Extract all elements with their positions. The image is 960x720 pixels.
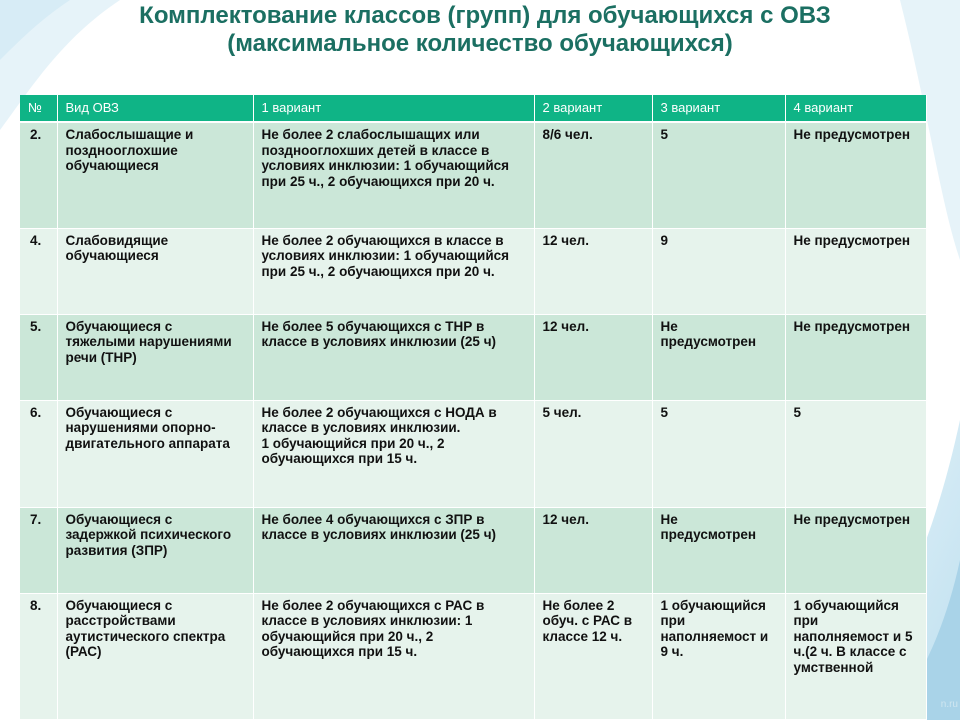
row-number: 7. <box>20 507 57 593</box>
variant-1-cell: Не более 4 обучающихся с ЗПР в классе в условиях инклюзии (25 ч) <box>253 507 534 593</box>
variant-2-cell: 12 чел. <box>534 228 652 314</box>
table-header-row <box>20 95 926 122</box>
variant-2-cell: Не более 2 обуч. с РАС в классе 12 ч. <box>534 593 652 719</box>
variant-2-cell: 12 чел. <box>534 507 652 593</box>
variant-1-cell: Не более 2 обучающихся в классе в условиях инклюзии: 1 обучающийся при 25 ч., 2 обучающихся при 20 ч. <box>253 228 534 314</box>
ovz-type-cell: Обучающиеся с расстройствами аутистического спектра (РАС) <box>57 593 253 719</box>
header-variant-3: 3 вариант <box>652 95 785 122</box>
variant-1-cell: Не более 2 слабослышащих или позднооглохших детей в классе в условиях инклюзии: 1 обучающийся при 25 ч., 2 обучающихся при 20 ч. <box>253 122 534 228</box>
header-ovz-type: Вид ОВЗ <box>57 95 253 122</box>
variant-2-cell: 8/6 чел. <box>534 122 652 228</box>
header-number: № <box>20 95 57 122</box>
variant-4-cell: 1 обучающийся при наполняемост и 5 ч.(2 ч. В классе с умственной <box>785 593 926 719</box>
table-row <box>20 507 926 593</box>
table-row <box>20 228 926 314</box>
variant-4-cell: Не предусмотрен <box>785 228 926 314</box>
ovz-type-cell: Слабовидящие обучающиеся <box>57 228 253 314</box>
variant-4-cell: 5 <box>785 400 926 507</box>
header-variant-2: 2 вариант <box>534 95 652 122</box>
variant-3-cell: 5 <box>652 400 785 507</box>
variant-3-cell: Не предусмотрен <box>652 314 785 400</box>
variant-1-cell: Не более 5 обучающихся с ТНР в классе в условиях инклюзии (25 ч) <box>253 314 534 400</box>
watermark: n.ru <box>940 699 958 710</box>
variant-4-cell: Не предусмотрен <box>785 314 926 400</box>
row-number: 6. <box>20 400 57 507</box>
table-row <box>20 314 926 400</box>
table-row <box>20 593 926 719</box>
row-number: 8. <box>20 593 57 719</box>
page-title-line1: Комплектование классов (групп) для обучающихся с ОВЗ <box>139 2 831 29</box>
row-number: 5. <box>20 314 57 400</box>
ovz-type-cell: Слабослышащие и позднооглохшие обучающиеся <box>57 122 253 228</box>
class-composition-table <box>20 95 927 720</box>
row-number: 4. <box>20 228 57 314</box>
variant-4-cell: Не предусмотрен <box>785 122 926 228</box>
table-row <box>20 400 926 507</box>
variant-1-cell: Не более 2 обучающихся с РАС в классе в условиях инклюзии: 1 обучающийся при 20 ч., 2 обучающихся при 15 ч. <box>253 593 534 719</box>
variant-1-cell: Не более 2 обучающихся с НОДА в классе в условиях инклюзии. 1 обучающийся при 20 ч., 2 обучающихся при 15 ч. <box>253 400 534 507</box>
variant-2-cell: 12 чел. <box>534 314 652 400</box>
variant-3-cell: Не предусмотрен <box>652 507 785 593</box>
page-title <box>40 2 920 58</box>
ovz-type-cell: Обучающиеся с задержкой психического развития (ЗПР) <box>57 507 253 593</box>
variant-2-cell: 5 чел. <box>534 400 652 507</box>
header-variant-1: 1 вариант <box>253 95 534 122</box>
ovz-type-cell: Обучающиеся с нарушениями опорно-двигательного аппарата <box>57 400 253 507</box>
table-row <box>20 122 926 228</box>
variant-4-cell: Не предусмотрен <box>785 507 926 593</box>
row-number: 2. <box>20 122 57 228</box>
variant-3-cell: 1 обучающийся при наполняемост и 9 ч. <box>652 593 785 719</box>
variant-3-cell: 5 <box>652 122 785 228</box>
page-title-line2: (максимальное количество обучающихся) <box>227 30 733 57</box>
variant-3-cell: 9 <box>652 228 785 314</box>
header-variant-4: 4 вариант <box>785 95 926 122</box>
ovz-type-cell: Обучающиеся с тяжелыми нарушениями речи (ТНР) <box>57 314 253 400</box>
